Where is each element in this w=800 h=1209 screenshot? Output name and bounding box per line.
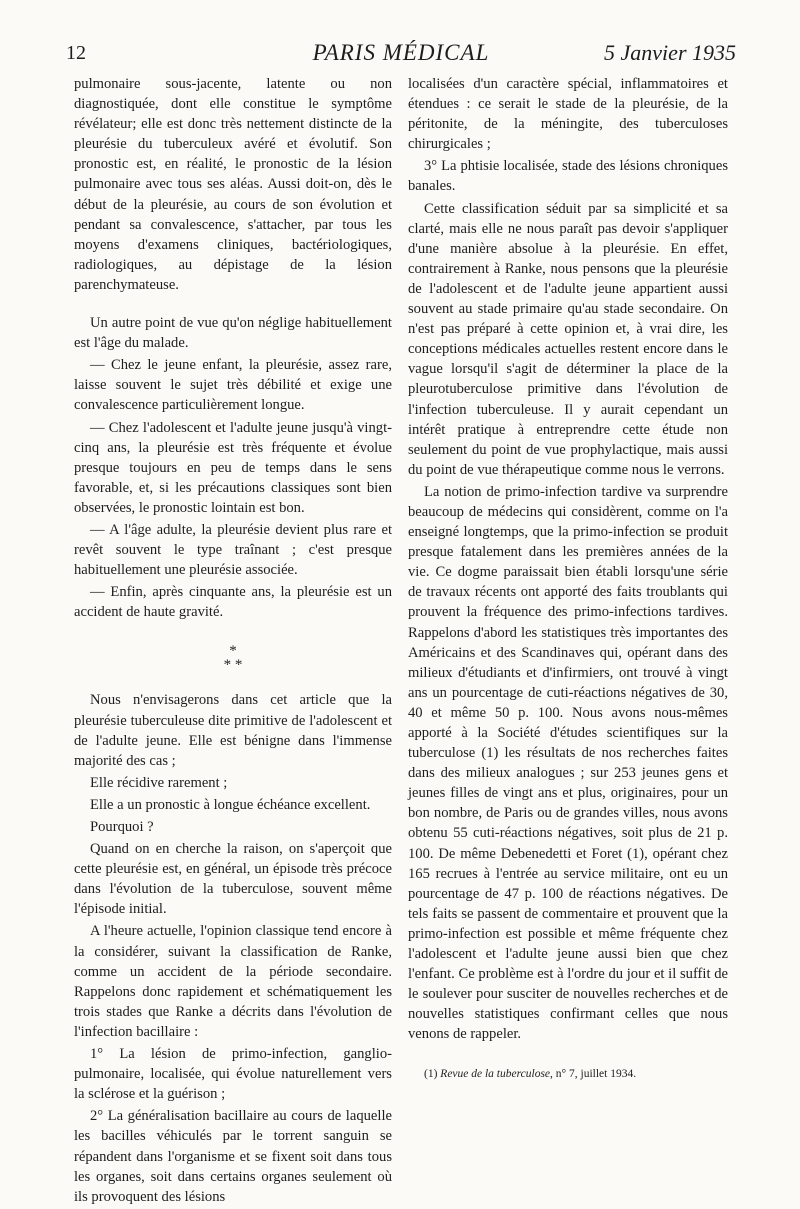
footnote-rest: , n° 7, juillet 1934.: [550, 1067, 637, 1080]
paragraph: Pourquoi ?: [90, 819, 154, 835]
paragraph: Nous n'envisagerons dans cet article que la pleurésie tuberculeuse dite primitive de l'adolescent et de l'adulte jeune. Elle est bénigne dans l'immense majorité des cas ;: [74, 692, 392, 769]
footnote: [408, 1067, 728, 1082]
paragraph: — Enfin, après cinquante ans, la pleurésie est un accident de haute gravité.: [74, 584, 392, 621]
paragraph: Quand on en cherche la raison, on s'aperçoit que cette pleurésie est, en général, un épisode très précoce dans l'évolution de la tuberculose, souvent même l'épisode initial.: [74, 841, 392, 918]
asterism-bottom: * *: [223, 657, 243, 674]
running-header: [66, 40, 736, 70]
paragraph: pulmonaire sous-jacente, latente ou non diagnostiquée, dont elle constitue le symptôme révélateur; elle est donc très nettement distincte de la pleurésie du tuberculeux avéré et évolutif. Son pronostic est, en réalité, le pronostic de la lésion pulmonaire avec tous ses aléas. Aussi doit-on, dès le début de la pleurésie, au cours de son évolution et pendant sa convalescence, s'attacher, par tous les moyens d'examens cliniques, bactériologiques, radiologiques, au dépistage de la lésion parenchymateuse.: [74, 76, 392, 293]
paragraph: La notion de primo-infection tardive va surprendre beaucoup de médecins qui considèrent, comme on l'a enseigné longtemps, que la primo-infection se produit presque fatalement dans les premières années de la vie. Ce dogme paraissait bien établi lorsqu'une série de travaux récents ont apporté des faits troublants qui prouvent la fréquence des primo-infections tardives. Rappelons d'abord les statistiques très importantes des Américains et des Scandinaves qui, opérant dans des milieux d'étudiants et d'infirmiers, ont trouvé à vingt ans un pourcentage de cuti-réactions négatives de 30, 40 et même 50 p. 100. Nous avons nous-mêmes apporté à la Société d'études scientifiques sur la tuberculose (1) les résultats de nos recherches faites dans des milieux analogues ; sur 253 jeunes gens et jeunes filles de vingt ans et plus, originaires, pour un bon nombre, de Paris ou de grandes villes, nous avons obtenu 55 cuti-réactions négatives, soit plus de 21 p. 100. De même Debenedetti et Foret (1), opérant chez 165 recrues à l'entrée au service militaire, ont eu un pourcentage de 47 p. 100 de réactions négatives. De tels faits se passent de commentaire et prouvent que la primo-infection est possible et même fréquente chez l'adolescent et l'adulte jeune aussi bien que chez l'enfant. Ce problème est à l'ordre du jour et il suffit de le soulever pour susciter de nouvelles recherches et de nouvelles statistiques confirmant celles que nous venons de rappeler.: [408, 483, 728, 1043]
paragraph: Un autre point de vue qu'on néglige habituellement est l'âge du malade.: [74, 315, 392, 352]
paragraph: A l'heure actuelle, l'opinion classique tend encore à la considérer, suivant la classification de Ranke, comme un accident de la période secondaire. Rappelons donc rapidement et schématiquement les trois stades que Ranke a décrits dans l'évolution de l'infection bacillaire :: [74, 923, 392, 1040]
asterism-top: *: [229, 643, 237, 660]
footnote-source: Revue de la tuberculose: [440, 1067, 551, 1080]
left-column: [74, 74, 392, 1209]
paragraph: localisées d'un caractère spécial, inflammatoires et étendues : ce serait le stade de la pleurésie, de la péritonite, de la méningite, des tuberculoses chirurgicales ;: [408, 76, 728, 153]
paragraph: — Chez le jeune enfant, la pleurésie, assez rare, laisse souvent le sujet très débilité et exige une convalescence particulièrement longue.: [74, 357, 392, 414]
paragraph: Elle a un pronostic à longue échéance excellent.: [90, 796, 371, 813]
page-number: 12: [66, 42, 86, 64]
journal-title: PARIS MÉDICAL: [312, 40, 490, 65]
right-column: [408, 74, 728, 1082]
paragraph: 3° La phtisie localisée, stade des lésions chroniques banales.: [408, 158, 728, 195]
paragraph: 2° La généralisation bacillaire au cours de laquelle les bacilles véhiculés par le torrent sanguin se répandent dans l'organisme et se fixent soit dans tous les organes, soit dans certains organes seulement où ils provoquent des lésions: [74, 1108, 392, 1205]
paragraph: — Chez l'adolescent et l'adulte jeune jusqu'à vingt-cinq ans, la pleurésie est très fréquente et évolue presque toujours en peu de temps dans le sens favorable, et, si les précautions classiques sont bien observées, le pronostic lointain est bon.: [74, 419, 392, 516]
section-asterism: [74, 644, 392, 672]
issue-date: 5 Janvier 1935: [604, 40, 736, 65]
paragraph: Cette classification séduit par sa simplicité et sa clarté, mais elle ne nous paraît pas devoir s'appliquer d'une manière absolue à la pleurésie. En effet, contrairement à Ranke, nous pensons que la pleurésie de l'adolescent et de l'adulte jeune appartient aussi souvent au stade primaire qu'au stade secondaire. On n'est pas préparé à cette opinion et, à vrai dire, les conceptions médicales actuelles restent encore dans le vague lorsqu'il s'agit de déterminer la place de la pleurotuberculose primitive dans l'évolution de l'infection tuberculeuse. Il y aurait cependant un intérêt pratique à entreprendre cette étude non seulement du point de vue prophylactique, mais aussi du point de vue thérapeutique comme nous le verrons.: [408, 200, 728, 478]
paragraph: 1° La lésion de primo-infection, ganglio-pulmonaire, localisée, qui évolue naturellement vers la sclérose et la guérison ;: [74, 1046, 392, 1103]
paragraph: — A l'âge adulte, la pleurésie devient plus rare et revêt souvent le type traînant ; c'est presque habituellement une pleurésie associée.: [74, 521, 392, 579]
paragraph: Elle récidive rarement ;: [90, 774, 228, 791]
footnote-marker: (1): [424, 1067, 441, 1080]
